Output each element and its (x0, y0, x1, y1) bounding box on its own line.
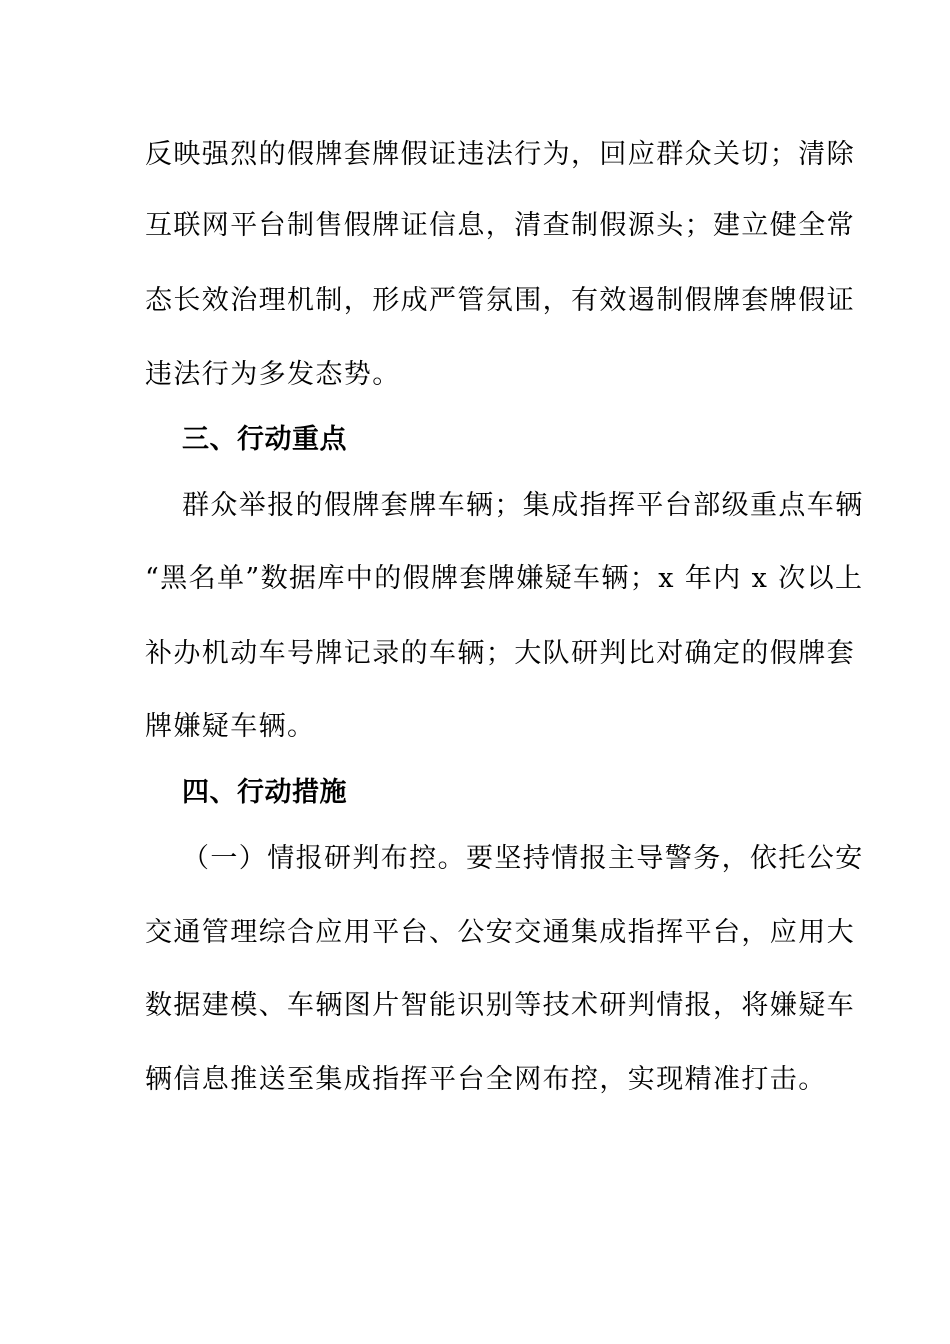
paragraph-line: 交通管理综合应用平台、公安交通集成指挥平台，应用大 (145, 917, 855, 948)
paragraph-line: 补办机动车号牌记录的车辆；大队研判比对确定的假牌套 (145, 638, 855, 669)
paragraph-line: 数据建模、车辆图片智能识别等技术研判情报，将嫌疑车 (145, 990, 855, 1021)
paragraph-line: 态长效治理机制，形成严管氛围，有效遏制假牌套牌假证 (145, 285, 855, 316)
paragraph-line: 牌嫌疑车辆。 (145, 711, 316, 742)
section-heading-measures: 四、行动措施 (182, 777, 347, 808)
paragraph-line: 群众举报的假牌套牌车辆；集成指挥平台部级重点车辆 (182, 490, 864, 521)
paragraph-line: （一）情报研判布控。要坚持情报主导警务，依托公安 (182, 843, 864, 874)
paragraph-line: 辆信息推送至集成指挥平台全网布控，实现精准打击。 (145, 1064, 827, 1095)
paragraph-line: 违法行为多发态势。 (145, 359, 401, 390)
section-heading-key-points: 三、行动重点 (182, 424, 347, 455)
paragraph-line: 互联网平台制售假牌证信息，清查制假源头；建立健全常 (145, 210, 855, 241)
paragraph-line: “黑名单”数据库中的假牌套牌嫌疑车辆；x 年内 x 次以上 (145, 563, 864, 594)
paragraph-line: 反映强烈的假牌套牌假证违法行为，回应群众关切；清除 (145, 139, 855, 170)
